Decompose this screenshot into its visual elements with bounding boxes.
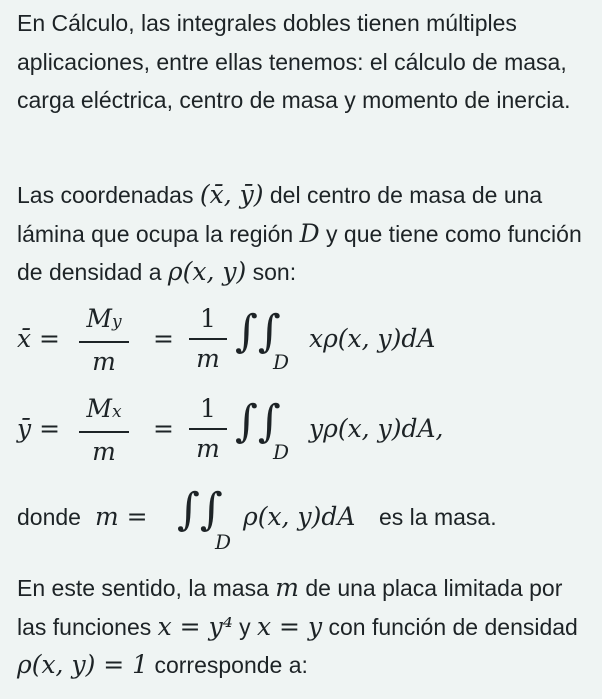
xbar-region: D xyxy=(273,350,290,374)
problem-text-2: de una placa limitada por las funciones xyxy=(17,575,563,640)
problem-paragraph xyxy=(17,569,587,685)
xbar-one: 1 xyxy=(200,304,216,333)
ybar-equals: = xyxy=(153,414,174,443)
ybar-double-integral: ∫∫ xyxy=(235,396,281,447)
centroid-coords: (x̄, ȳ) xyxy=(199,180,264,209)
centroid-paragraph xyxy=(17,176,587,292)
problem-text-3: y xyxy=(239,613,251,640)
ybar-one: 1 xyxy=(200,394,216,423)
mass-lhs: m = xyxy=(95,502,148,531)
xbar-num-sub: y xyxy=(112,312,122,332)
ybar-num: M xyxy=(86,394,112,423)
mass-text-before: donde xyxy=(17,504,81,530)
xbar-equals: = xyxy=(153,324,174,353)
mass-equation xyxy=(17,482,587,562)
xbar-equation xyxy=(17,302,587,382)
xbar-double-integral: ∫∫ xyxy=(235,306,281,357)
density-function: ρ(x, y) xyxy=(167,257,247,286)
ybar-integrand: yρ(x, y)dA, xyxy=(309,414,444,443)
ybar-fraction-mx xyxy=(79,392,129,469)
ybar-equation xyxy=(17,392,587,472)
problem-text-5: corresponde a: xyxy=(154,652,308,678)
mass-text-after: es la masa. xyxy=(379,504,497,530)
mass-integrand: ρ(x, y)dA xyxy=(243,502,356,531)
problem-density: ρ(x, y) = 1 xyxy=(17,650,149,679)
centroid-text-2: del centro de masa de una lámina que ocupa la región xyxy=(17,182,543,247)
ybar-fraction-one xyxy=(189,392,227,466)
ybar-den: m xyxy=(92,437,116,466)
ybar-num-sub: x xyxy=(112,402,122,422)
xbar-integrand: xρ(x, y)dA xyxy=(309,324,436,353)
ybar-region: D xyxy=(273,440,290,464)
xbar-fraction-my xyxy=(79,302,129,379)
xbar-den: m xyxy=(92,347,116,376)
xbar-m: m xyxy=(196,344,220,373)
problem-text-4: con función de densidad xyxy=(328,613,578,640)
centroid-text-4: son: xyxy=(252,259,297,285)
region-symbol: D xyxy=(299,218,320,248)
centroid-text-1: Las coordenadas xyxy=(17,182,194,208)
mass-region: D xyxy=(215,530,232,554)
problem-mass-symbol: m xyxy=(275,573,299,602)
mass-double-integral: ∫∫ xyxy=(177,484,223,535)
centroid-text-3: y que tiene como función de densidad a xyxy=(17,220,582,285)
intro-paragraph: En Cálculo, las integrales dobles tienen múltiples aplicaciones, entre ellas tenemos: el cálculo de masa, carga eléctrica, centro de masa y momento de inercia. xyxy=(17,10,571,113)
xbar-fraction-one xyxy=(189,302,227,376)
problem-text-1: En este sentido, la masa xyxy=(17,575,269,601)
ybar-m: m xyxy=(196,434,220,463)
problem-function-2: x = y xyxy=(257,611,323,641)
problem-function-1: x = y⁴ xyxy=(157,611,233,641)
ybar-lhs: ȳ = xyxy=(17,414,61,443)
xbar-num: M xyxy=(86,304,112,333)
xbar-lhs: x̄ = xyxy=(17,324,60,353)
